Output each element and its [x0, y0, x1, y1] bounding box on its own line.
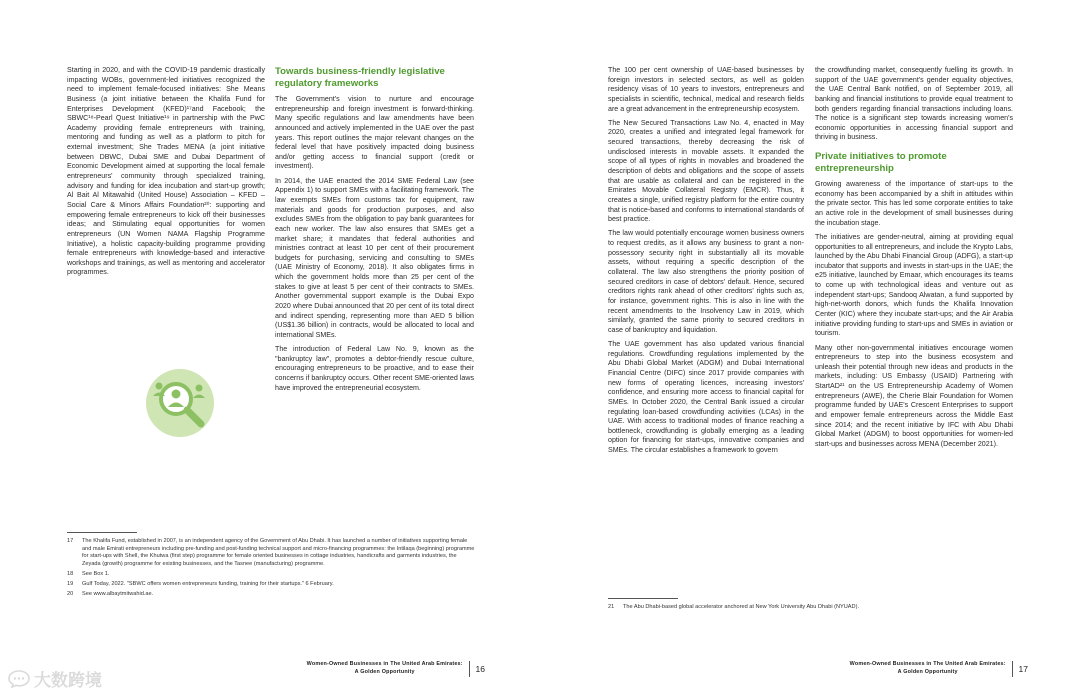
left-column-2 [275, 66, 474, 398]
page-number: 16 [475, 664, 485, 674]
footer-divider [469, 661, 470, 677]
footnote-rule [67, 532, 137, 533]
paragraph: the crowdfunding market, consequently fuelling its growth. In support of the UAE government's gender equality objectives, the UAE Central Bank notified, on of September 2019, all banking and financial institutions to provide equal treatment to both genders regarding financial transactions including loans. The notice is a significant step towards increasing women's economic opportunities in accessing financial support and thriving in business. [815, 66, 1013, 142]
paragraph: The UAE government has also updated various financial regulations. Crowdfunding regulations implemented by the Abu Dhabi Global Market (ADGM) and Dubai International Financial Centre (DIFC) since 2017 provide companies with new forms of operating licences, increasing investors' confidence, and ensuring more access to financial capital for SMEs. In October 2020, the Central Bank issued a circular regulating loan-based crowdfunding activities (LCAs) in the UAE. With access to traditional modes of finance reaching a bottleneck, crowdfunding is globally emerging as a leading option for financing for start-ups, innovative companies and SMEs. The circular establishes a framework to govern [608, 340, 804, 455]
footer-divider [1012, 661, 1013, 677]
section-heading: Private initiatives to promote entrepreneurship [815, 151, 947, 175]
watermark-text: 大数跨境 [34, 671, 102, 690]
footnote: 17 The Khalifa Fund, established in 2007, is an independent agency of the Government of Abu Dhabi. It has launched a number of initiatives supporting female and male Emirati entrepreneurs including pre-funding and post-funding technical support and micro-financing programmes: the Intilaqa (beginning) programme for start-ups with Shell, the Khutwa (first step) programme for female oriented businesses in cottage industries, handicrafts and garments industries, the Zeyada (growth) programme for existing businesses, and the Tasnee (manufacturing) programme. [67, 537, 475, 568]
page-footer [307, 661, 485, 677]
footer-title: Women-Owned Businesses in The United Arab Emirates: A Golden Opportunity [849, 661, 1006, 675]
page-number: 17 [1018, 664, 1028, 674]
chat-bubble-icon [8, 670, 30, 688]
left-column-1 [67, 66, 265, 283]
watermark [8, 666, 102, 691]
paragraph: Starting in 2020, and with the COVID-19 pandemic drastically impacting WOBs, government-led initiatives recognized the need to implement female-focused initiatives: She Means Business (a joint initiative between the Khalifa Fund for Enterprises Development (KFED)¹⁷and Facebook; the SBWC¹⁸-Pearl Quest Initiative¹⁹ in partnership with the PwC Academy providing female entrepreneurs with training, mentoring and funding as well as a platform to pitch for external investment; She Trades MENA (a joint initiative between DBWC, Dubai SME and Dubai Department of Economic Development aimed at supporting the local female entrepreneurs' community through specialized training, advisory and funding for idea incubation and start-up growth; Al Bait Al Mitawahid (United House) Association – KFED – Social Care & Minors Affairs Foundation²⁰: supporting and empowering female entrepreneurs to kick off their businesses ideas; and Stimulating equal opportunities for women entrepreneurs (UN Women NAMA Flagship Programme Initiative), a holistic capacity-building programme providing female entrepreneurs with knowledge-based and interactive workshops and trainings, as well as mentoring and accelerator programmes. [67, 66, 265, 277]
right-page [540, 0, 1080, 699]
footnote: 21 The Abu Dhabi-based global accelerator anchored at New York University Abu Dhabi (NYUAD). [608, 603, 859, 610]
paragraph: The introduction of Federal Law No. 9, known as the "bankruptcy law", promotes a debtor-friendly rescue culture, encouraging entrepreneurs to be proactive, and to ease their concerns if bankruptcy occurs. Other recent SME-oriented laws have improved the entrepreneurial ecosystem. [275, 345, 474, 392]
paragraph: Growing awareness of the importance of start-ups to the economy has been accompanied by a shift in attitudes within the private sector. This has led some corporate entities to take an active role in the development of small businesses during the incubation stage. [815, 180, 1013, 227]
right-column-2 [815, 66, 1013, 454]
page-footer [850, 661, 1028, 677]
section-heading: Towards business-friendly legislative regulatory frameworks [275, 66, 445, 89]
footnotes [608, 598, 1013, 614]
paragraph: The Government's vision to nurture and encourage entrepreneurship and foreign investment is forward-thinking. Many specific regulations and law amendments have been announced and actively implemented in the UAE over the past years. This report outlines the major relevant changes on the federal level that have positively impacted doing business and/or getting access to financial support (credit or investment). [275, 94, 474, 171]
footnote-rule [608, 598, 678, 599]
footnote: 20 See www.albaytmitwahid.ae. [67, 590, 154, 597]
paragraph: The initiatives are gender-neutral, aiming at providing equal opportunities to all entrepreneurs, and include the Krypto Labs, launched by the Abu Dhabi Financial Group (ADFG), a start-up incubator that supports and invests in start-ups in the UAE; the e25 initiative, launched by Emaar, which encourages its teams to come up with technological ideas and venture out as independent start-ups; Sandooq Alwatan, a fund supported by high-net-worth donors, which funds the Khalifa Innovation Center (KIC) where they incubate start-ups; and the Air Arabia initiative providing funding to start-ups and SMEs in aviation or tourism. [815, 232, 1013, 338]
paragraph: The New Secured Transactions Law No. 4, enacted in May 2020, creates a unified and integrated legal framework for secured transactions, thereby decreasing the risk of undisclosed interests in movable assets. It expanded the scope of all types of rights in movables and broadened the description of debts and obligations and the scope of assets that are usable as collateral and can be registered in the Emirates Movable Collateral Registry (EMCR). Thus, it creates a single, unified registry platform for the entire country that is notice-based and conforms to international standards of best practice. [608, 118, 804, 224]
footnote: 18 See Box 1. [67, 571, 110, 578]
paragraph: The 100 per cent ownership of UAE-based businesses by foreign investors in selected sectors, as well as golden residency visas of 10 years to investors, entrepreneurs and specialists in scientific, technical, medical and research fields are a great advancement in the entrepreneurship ecosystem. [608, 66, 804, 113]
footer-title: Women-Owned Businesses in The United Arab Emirates: A Golden Opportunity [306, 661, 463, 675]
footnotes [67, 532, 475, 601]
magnifier-people-illustration [145, 368, 215, 438]
footnote: 19 Gulf Today, 2022. "SBWC offers women entrepreneurs funding, training for their startups." 6 February. [67, 580, 334, 587]
right-column-1 [608, 66, 804, 460]
paragraph: Many other non-governmental initiatives encourage women entrepreneurs to step into the business ecosystem and unleash their potential through new ideas and products in the markets, including: US Embassy (USAID) Partnering with StartAD²¹ on the US Entrepreneurship Academy of Women entrepreneurs (AWE), the Cherie Blair Foundation for Women programme funded by UAE's Crescent Enterprises to support and empower female entrepreneurs across the Middle East since 2014; and the recent initiative by IFC with Abu Dhabi Global Market (ADGM) to boost opportunities for women-led start-ups and businesses across MENA (December 2021). [815, 343, 1013, 448]
paragraph: The law would potentially encourage women business owners to request credits, as it allows any business to grant a non-possessory security right in substantially all its movable assets, without requiring a specific description of the collateral. The law also strengthens the priority position of secured creditors in case of debtors' default. Hence, secured creditors rights rank ahead of other creditors' rights such as, for instance, government rights. This is also in line with the recent amendments to the Insolvency Law in 2019, which similarly, granted the same priority to secured creditors in case of bankruptcy and liquidation. [608, 229, 804, 334]
paragraph: In 2014, the UAE enacted the 2014 SME Federal Law (see Appendix 1) to support SMEs with a facilitating framework. The law exempts SMEs from customs tax for equipment, raw materials and goods for production purposes, and also excludes SMEs from the obligation to pay bank guarantees for each new worker. The law also ensures that SMEs get a market share; it mandates that federal authorities and ministries contract at least 10 per cent of their procurement budgets for purchasing, servicing and consulting to SMEs (UAE Ministry of Economy, 2018). It also obligates firms in which the government holds more than 25 per cent of the stakes to give at least 5 per cent of their contracts to SMEs. Another governmental support example is the Dubai Expo 2020 where Dubai announced that 20 per cent of its total direct and indirect spending, representing more than AED 5 billion (US$1.36 billion) in contracts, would be allocated to local and international SMEs. [275, 176, 474, 339]
